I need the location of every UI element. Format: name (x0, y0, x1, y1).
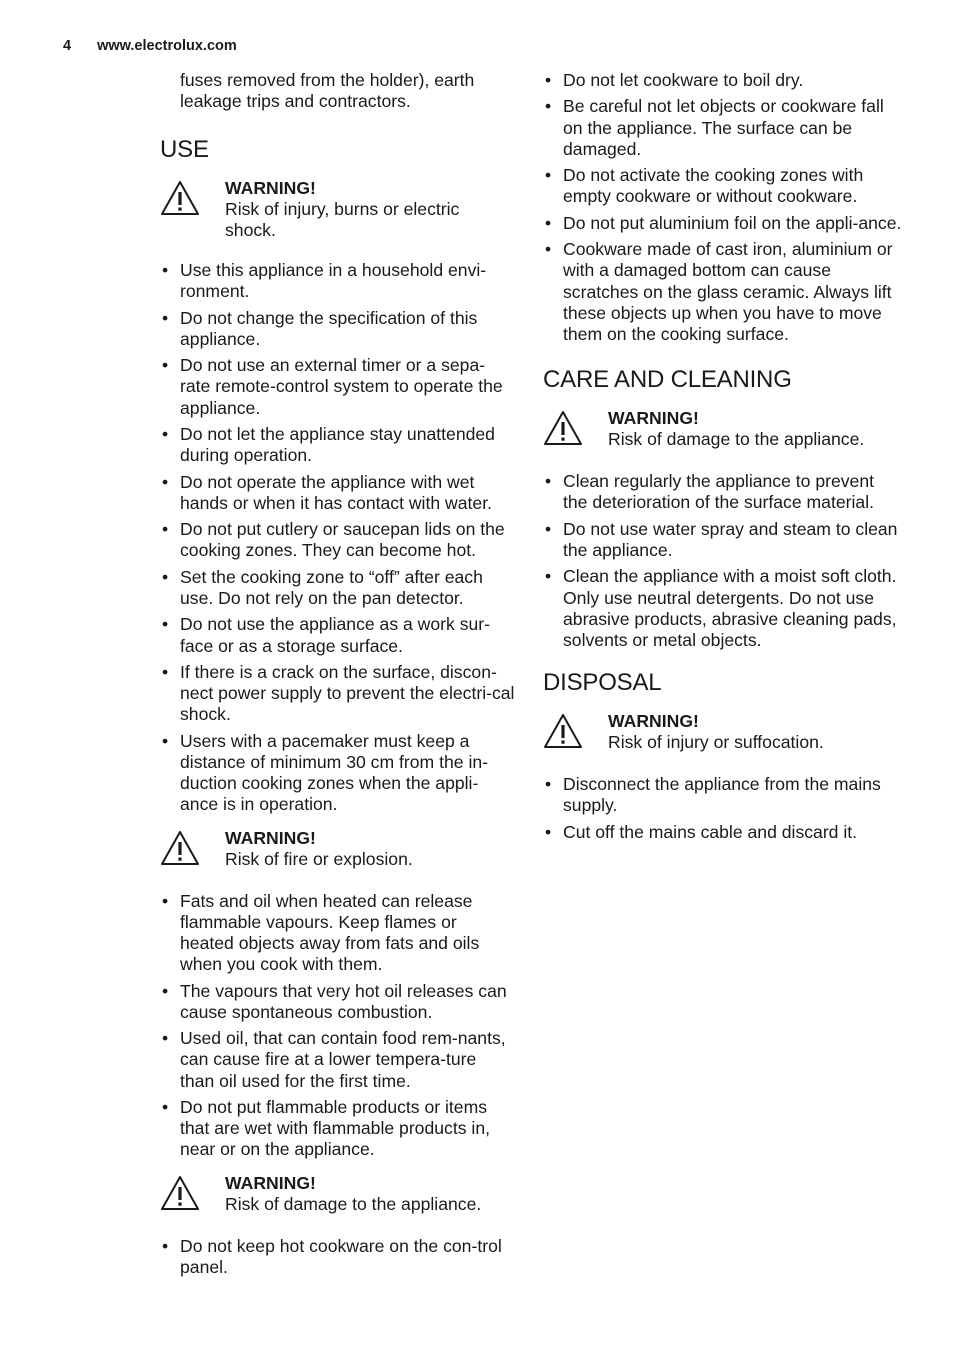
warning-text: Risk of injury or suffocation. (608, 732, 824, 753)
list-item: • Clean the appliance with a moist soft cloth. Only use neutral detergents. Do not use abrasive products, abrasive cleaning pads, solvents or metal objects. (543, 566, 903, 651)
warning-triangle-icon (160, 830, 200, 866)
list-item: • Do not let the appliance stay unattended during operation. (160, 424, 515, 466)
warning-box-injury (160, 178, 515, 241)
warning-text: Risk of damage to the appliance. (225, 1193, 482, 1214)
list-item: • Clean regularly the appliance to prevent the deterioration of the surface material. (543, 471, 903, 513)
warning-title: WARNING! (225, 1172, 316, 1193)
list-item: • Fats and oil when heated can release flammable vapours. Keep flames or heated objects away from fats and oils when you cook with them. (160, 891, 515, 976)
care-list (543, 471, 903, 651)
cookware-list (543, 70, 903, 345)
list-item: • Cookware made of cast iron, aluminium or with a damaged bottom can cause scratches on the glass ceramic. Always lift these objects up when you have to move them on the cooking surface. (543, 239, 903, 345)
page-header (63, 38, 237, 54)
list-item: • Users with a pacemaker must keep a distance of minimum 30 cm from the in-duction cooking zones when the appli-ance is in operation. (160, 731, 515, 816)
warning-title: WARNING! (608, 408, 699, 429)
list-item: • Disconnect the appliance from the mains supply. (543, 774, 903, 816)
page-number: 4 (63, 38, 72, 54)
warning-title: WARNING! (608, 711, 699, 732)
warning-triangle-icon (160, 180, 200, 216)
use-list (160, 260, 515, 816)
disposal-heading: DISPOSAL (543, 669, 662, 697)
warning-box-damage (160, 1173, 515, 1217)
use-heading: USE (160, 136, 209, 163)
warning-title: WARNING! (225, 178, 316, 198)
list-item: • Do not operate the appliance with wet hands or when it has contact with water. (160, 472, 515, 514)
list-item: • Do not activate the cooking zones with empty cookware or without cookware. (543, 165, 903, 207)
warning-box-disposal (543, 711, 903, 755)
list-item: • Do not put aluminium foil on the appli-ance. (543, 213, 903, 234)
warning-triangle-icon (160, 1175, 200, 1211)
fire-list (160, 891, 515, 1161)
list-item: • Do not put cutlery or saucepan lids on the cooking zones. They can become hot. (160, 519, 515, 561)
list-item: • Set the cooking zone to “off” after each use. Do not rely on the pan detector. (160, 567, 515, 609)
list-item: • Do not let cookware to boil dry. (543, 70, 903, 91)
warning-text: Risk of injury, burns or electric shock. (225, 199, 460, 240)
list-item: • Use this appliance in a household envi-ronment. (160, 260, 515, 302)
list-item: • Do not use the appliance as a work sur-face or as a storage surface. (160, 614, 515, 656)
warning-title: WARNING! (225, 827, 316, 848)
warning-box-fire (160, 828, 515, 872)
warning-text: Risk of damage to the appliance. (608, 429, 865, 450)
left-column (160, 70, 515, 1283)
right-column (543, 70, 903, 848)
list-item: • The vapours that very hot oil releases can cause spontaneous combustion. (160, 981, 515, 1023)
list-item: • Do not put flammable products or items that are wet with flammable products in, near or on the appliance. (160, 1097, 515, 1161)
care-cleaning-heading: CARE AND CLEANING (543, 366, 792, 394)
list-item: • Do not change the specification of this appliance. (160, 308, 515, 350)
control-panel-list (160, 1236, 515, 1278)
list-item: • Do not use an external timer or a sepa-rate remote-control system to operate the appliance. (160, 355, 515, 419)
list-item: • Do not use water spray and steam to clean the appliance. (543, 519, 903, 561)
warning-box-care (543, 408, 903, 452)
warning-triangle-icon (543, 410, 583, 446)
warning-text: Risk of fire or explosion. (225, 848, 413, 869)
list-item: • Cut off the mains cable and discard it. (543, 822, 903, 843)
list-item: • Do not keep hot cookware on the con-trol panel. (160, 1236, 515, 1278)
list-item: • Be careful not let objects or cookware fall on the appliance. The surface can be damaged. (543, 96, 903, 160)
list-item: • Used oil, that can contain food rem-nants, can cause fire at a lower tempera-ture than oil used for the first time. (160, 1028, 515, 1092)
list-item: • If there is a crack on the surface, discon-nect power supply to prevent the electri-cal shock. (160, 662, 515, 726)
disposal-list (543, 774, 903, 843)
intro-text: fuses removed from the holder), earth leakage trips and contractors. (180, 70, 475, 111)
website-url: www.electrolux.com (97, 38, 237, 54)
warning-triangle-icon (543, 713, 583, 749)
